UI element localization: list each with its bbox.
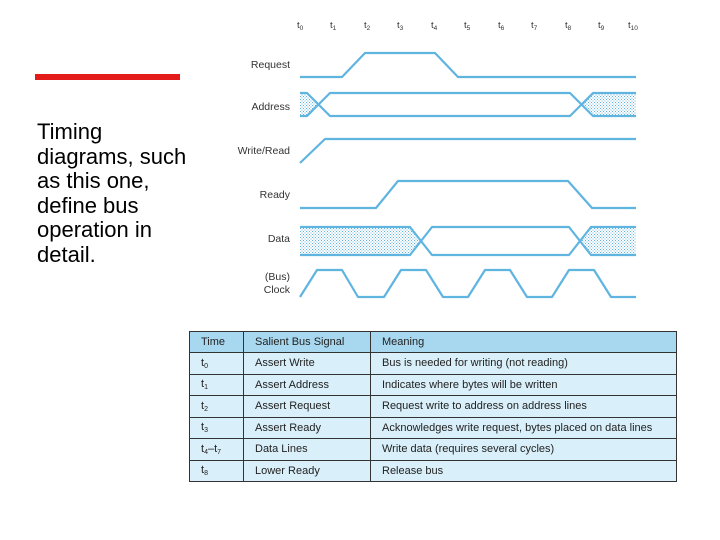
table-row bbox=[190, 353, 677, 375]
caption-text: Timing diagrams, such as this one, define bus operation in detail. bbox=[37, 119, 187, 267]
write-read-waveform bbox=[300, 139, 636, 163]
meaning-cell: Acknowledges write request, bytes placed on data lines bbox=[371, 417, 677, 439]
time-label: $t_8$ bbox=[565, 20, 572, 32]
time-label: $t_0$ bbox=[297, 20, 304, 32]
signal-label-write-read: Write/Read bbox=[237, 145, 290, 157]
signal-label-address: Address bbox=[251, 101, 290, 113]
time-label: $t_6$ bbox=[498, 20, 505, 32]
meaning-cell: Release bus bbox=[371, 460, 677, 482]
meaning-cell: Indicates where bytes will be written bbox=[371, 374, 677, 396]
table-row bbox=[190, 439, 677, 461]
meaning-cell: Write data (requires several cycles) bbox=[371, 439, 677, 461]
clock-waveform bbox=[300, 270, 636, 297]
header-signal: Salient Bus Signal bbox=[244, 332, 371, 353]
time-label: $t_3$ bbox=[397, 20, 404, 32]
signal-cell: Assert Write bbox=[244, 353, 371, 375]
signal-label-bus: (Bus) bbox=[264, 271, 290, 283]
time-label: $t_9$ bbox=[598, 20, 605, 32]
table-row bbox=[190, 417, 677, 439]
signal-label-data: Data bbox=[267, 233, 290, 245]
header-time: Time bbox=[190, 332, 244, 353]
time-labels bbox=[297, 20, 638, 32]
time-cell: $t_4-t_7$ bbox=[190, 439, 244, 461]
time-cell: $t_0$ bbox=[190, 353, 244, 375]
signal-cell: Assert Address bbox=[244, 374, 371, 396]
signal-labels bbox=[238, 59, 291, 296]
table-row bbox=[190, 396, 677, 418]
time-label: $t_{10}$ bbox=[628, 20, 638, 32]
table-row bbox=[190, 460, 677, 482]
meaning-cell: Bus is needed for writing (not reading) bbox=[371, 353, 677, 375]
header-meaning: Meaning bbox=[371, 332, 677, 353]
data-waveform bbox=[300, 227, 636, 255]
time-label: $t_2$ bbox=[364, 20, 371, 32]
time-cell: $t_3$ bbox=[190, 417, 244, 439]
time-cell: $t_1$ bbox=[190, 374, 244, 396]
signal-label-ready: Ready bbox=[259, 189, 290, 201]
address-waveform bbox=[300, 93, 636, 116]
signal-label-request: Request bbox=[250, 59, 290, 71]
time-label: $t_7$ bbox=[531, 20, 538, 32]
table-row bbox=[190, 374, 677, 396]
signal-label-clock: Clock bbox=[263, 284, 290, 296]
time-label: $t_4$ bbox=[431, 20, 438, 32]
signal-cell: Assert Request bbox=[244, 396, 371, 418]
table-header-row bbox=[190, 332, 677, 353]
bus-operation-table bbox=[189, 331, 677, 482]
signal-cell: Assert Ready bbox=[244, 417, 371, 439]
meaning-cell: Request write to address on address lines bbox=[371, 396, 677, 418]
time-label: $t_5$ bbox=[464, 20, 471, 32]
time-cell: $t_2$ bbox=[190, 396, 244, 418]
signal-cell: Data Lines bbox=[244, 439, 371, 461]
time-cell: $t_8$ bbox=[190, 460, 244, 482]
request-waveform bbox=[300, 53, 636, 77]
time-label: $t_1$ bbox=[330, 20, 337, 32]
signal-cell: Lower Ready bbox=[244, 460, 371, 482]
ready-waveform bbox=[300, 181, 636, 208]
